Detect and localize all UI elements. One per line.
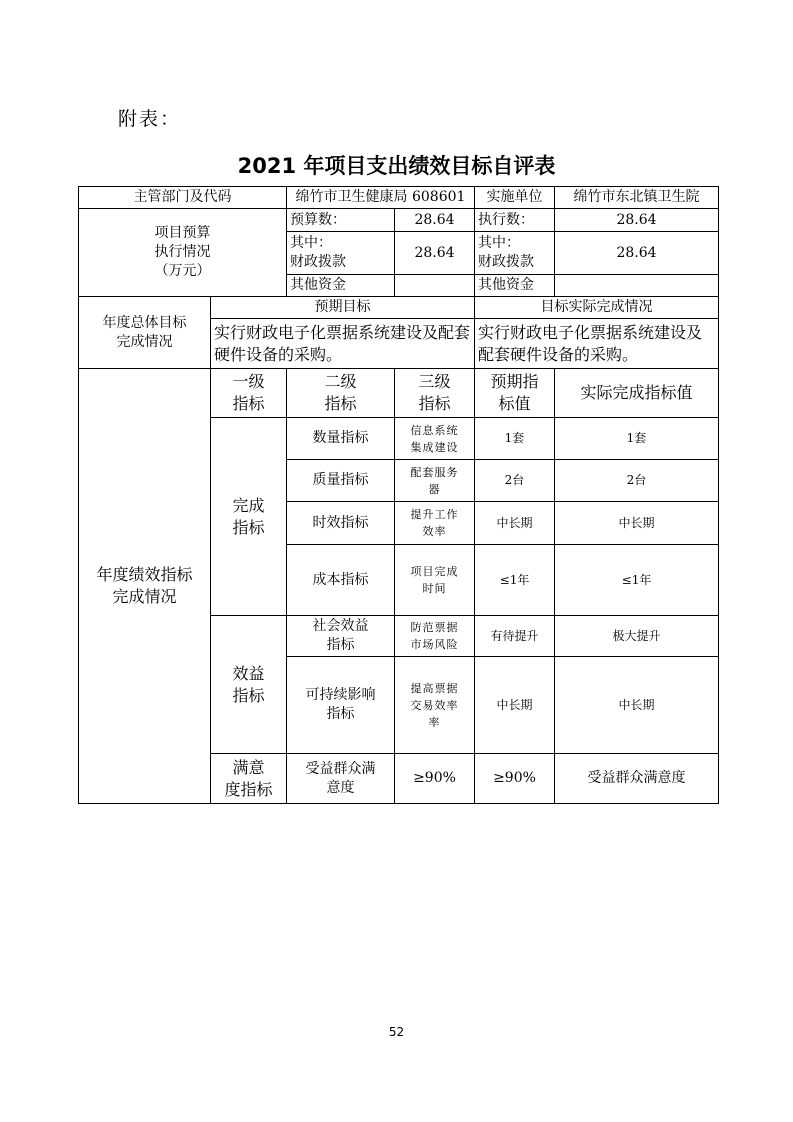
indicator-header-row <box>79 369 719 418</box>
col-level1-header: 一级 指标 <box>211 369 287 418</box>
actual-cell: 1套 <box>555 418 719 460</box>
other-exec-value <box>555 275 719 297</box>
annual-goal-header-row <box>79 297 719 319</box>
annual-goal-label: 年度总体目标 完成情况 <box>79 297 211 369</box>
fiscal-budget-value: 28.64 <box>395 232 475 275</box>
actual-cell: 中长期 <box>555 502 719 545</box>
other-budget-value <box>395 275 475 297</box>
expected-goal-text: 实行财政电子化票据系统建设及配套硬件设备的采购。 <box>211 319 475 369</box>
page-title: 2021 年项目支出绩效目标自评表 <box>237 154 556 178</box>
impl-label: 实施单位 <box>475 187 555 209</box>
expected-cell: 中长期 <box>475 502 555 545</box>
dept-value: 绵竹市卫生健康局 608601 <box>287 187 475 209</box>
level3-cell: ≥90% <box>395 754 475 804</box>
other-exec-label: 其他资金 <box>475 275 555 297</box>
level3-cell: 信息系统 集成建设 <box>395 418 475 460</box>
expected-cell: 1套 <box>475 418 555 460</box>
col-expected-header: 预期指 标值 <box>475 369 555 418</box>
level3-cell: 项目完成 时间 <box>395 545 475 616</box>
budget-row <box>79 209 719 232</box>
actual-goal-header: 目标实际完成情况 <box>475 297 719 319</box>
level3-cell: 提高票据 交易效率 率 <box>395 657 475 754</box>
level2-cell: 成本指标 <box>287 545 395 616</box>
level3-cell: 提升工作 效率 <box>395 502 475 545</box>
group-satisfaction-label: 满意 度指标 <box>211 754 287 804</box>
actual-cell: ≤1年 <box>555 545 719 616</box>
indicator-section-label: 年度绩效指标 完成情况 <box>79 369 211 804</box>
fiscal-exec-value: 28.64 <box>555 232 719 275</box>
group-benefit-label: 效益 指标 <box>211 616 287 754</box>
other-label: 其他资金 <box>287 275 395 297</box>
level2-cell: 时效指标 <box>287 502 395 545</box>
col-actual-header: 实际完成指标值 <box>555 369 719 418</box>
actual-cell: 2台 <box>555 460 719 502</box>
page-number: 52 <box>388 1025 405 1039</box>
dept-row <box>79 187 719 209</box>
actual-cell: 极大提升 <box>555 616 719 657</box>
expected-goal-header: 预期目标 <box>211 297 475 319</box>
budget-label: 预算数： <box>287 209 395 232</box>
level2-cell: 质量指标 <box>287 460 395 502</box>
fiscal-exec-label: 其中： 财政拨款 <box>475 232 555 275</box>
expected-cell: 有待提升 <box>475 616 555 657</box>
col-level3-header: 三级 指标 <box>395 369 475 418</box>
expected-cell: ≤1年 <box>475 545 555 616</box>
level2-cell: 数量指标 <box>287 418 395 460</box>
fiscal-label: 其中： 财政拨款 <box>287 232 395 275</box>
actual-cell: 受益群众满意度 <box>555 754 719 804</box>
level2-cell: 可持续影响 指标 <box>287 657 395 754</box>
expected-cell: 2台 <box>475 460 555 502</box>
level3-cell: 防范票据 市场风险 <box>395 616 475 657</box>
level2-cell: 社会效益 指标 <box>287 616 395 657</box>
exec-label: 执行数： <box>475 209 555 232</box>
expected-cell: 中长期 <box>475 657 555 754</box>
budget-section-label: 项目预算 执行情况 （万元） <box>79 209 287 297</box>
budget-value: 28.64 <box>395 209 475 232</box>
col-level2-header: 二级 指标 <box>287 369 395 418</box>
actual-goal-text: 实行财政电子化票据系统建设及配套硬件设备的采购。 <box>475 319 719 369</box>
performance-table <box>78 186 719 804</box>
expected-cell: ≥90% <box>475 754 555 804</box>
actual-cell: 中长期 <box>555 657 719 754</box>
dept-label: 主管部门及代码 <box>79 187 287 209</box>
exec-value: 28.64 <box>555 209 719 232</box>
level3-cell: 配套服务 器 <box>395 460 475 502</box>
annex-label: 附表： <box>118 108 182 130</box>
impl-value: 绵竹市东北镇卫生院 <box>555 187 719 209</box>
group-completion-label: 完成 指标 <box>211 418 287 616</box>
level2-cell: 受益群众满 意度 <box>287 754 395 804</box>
